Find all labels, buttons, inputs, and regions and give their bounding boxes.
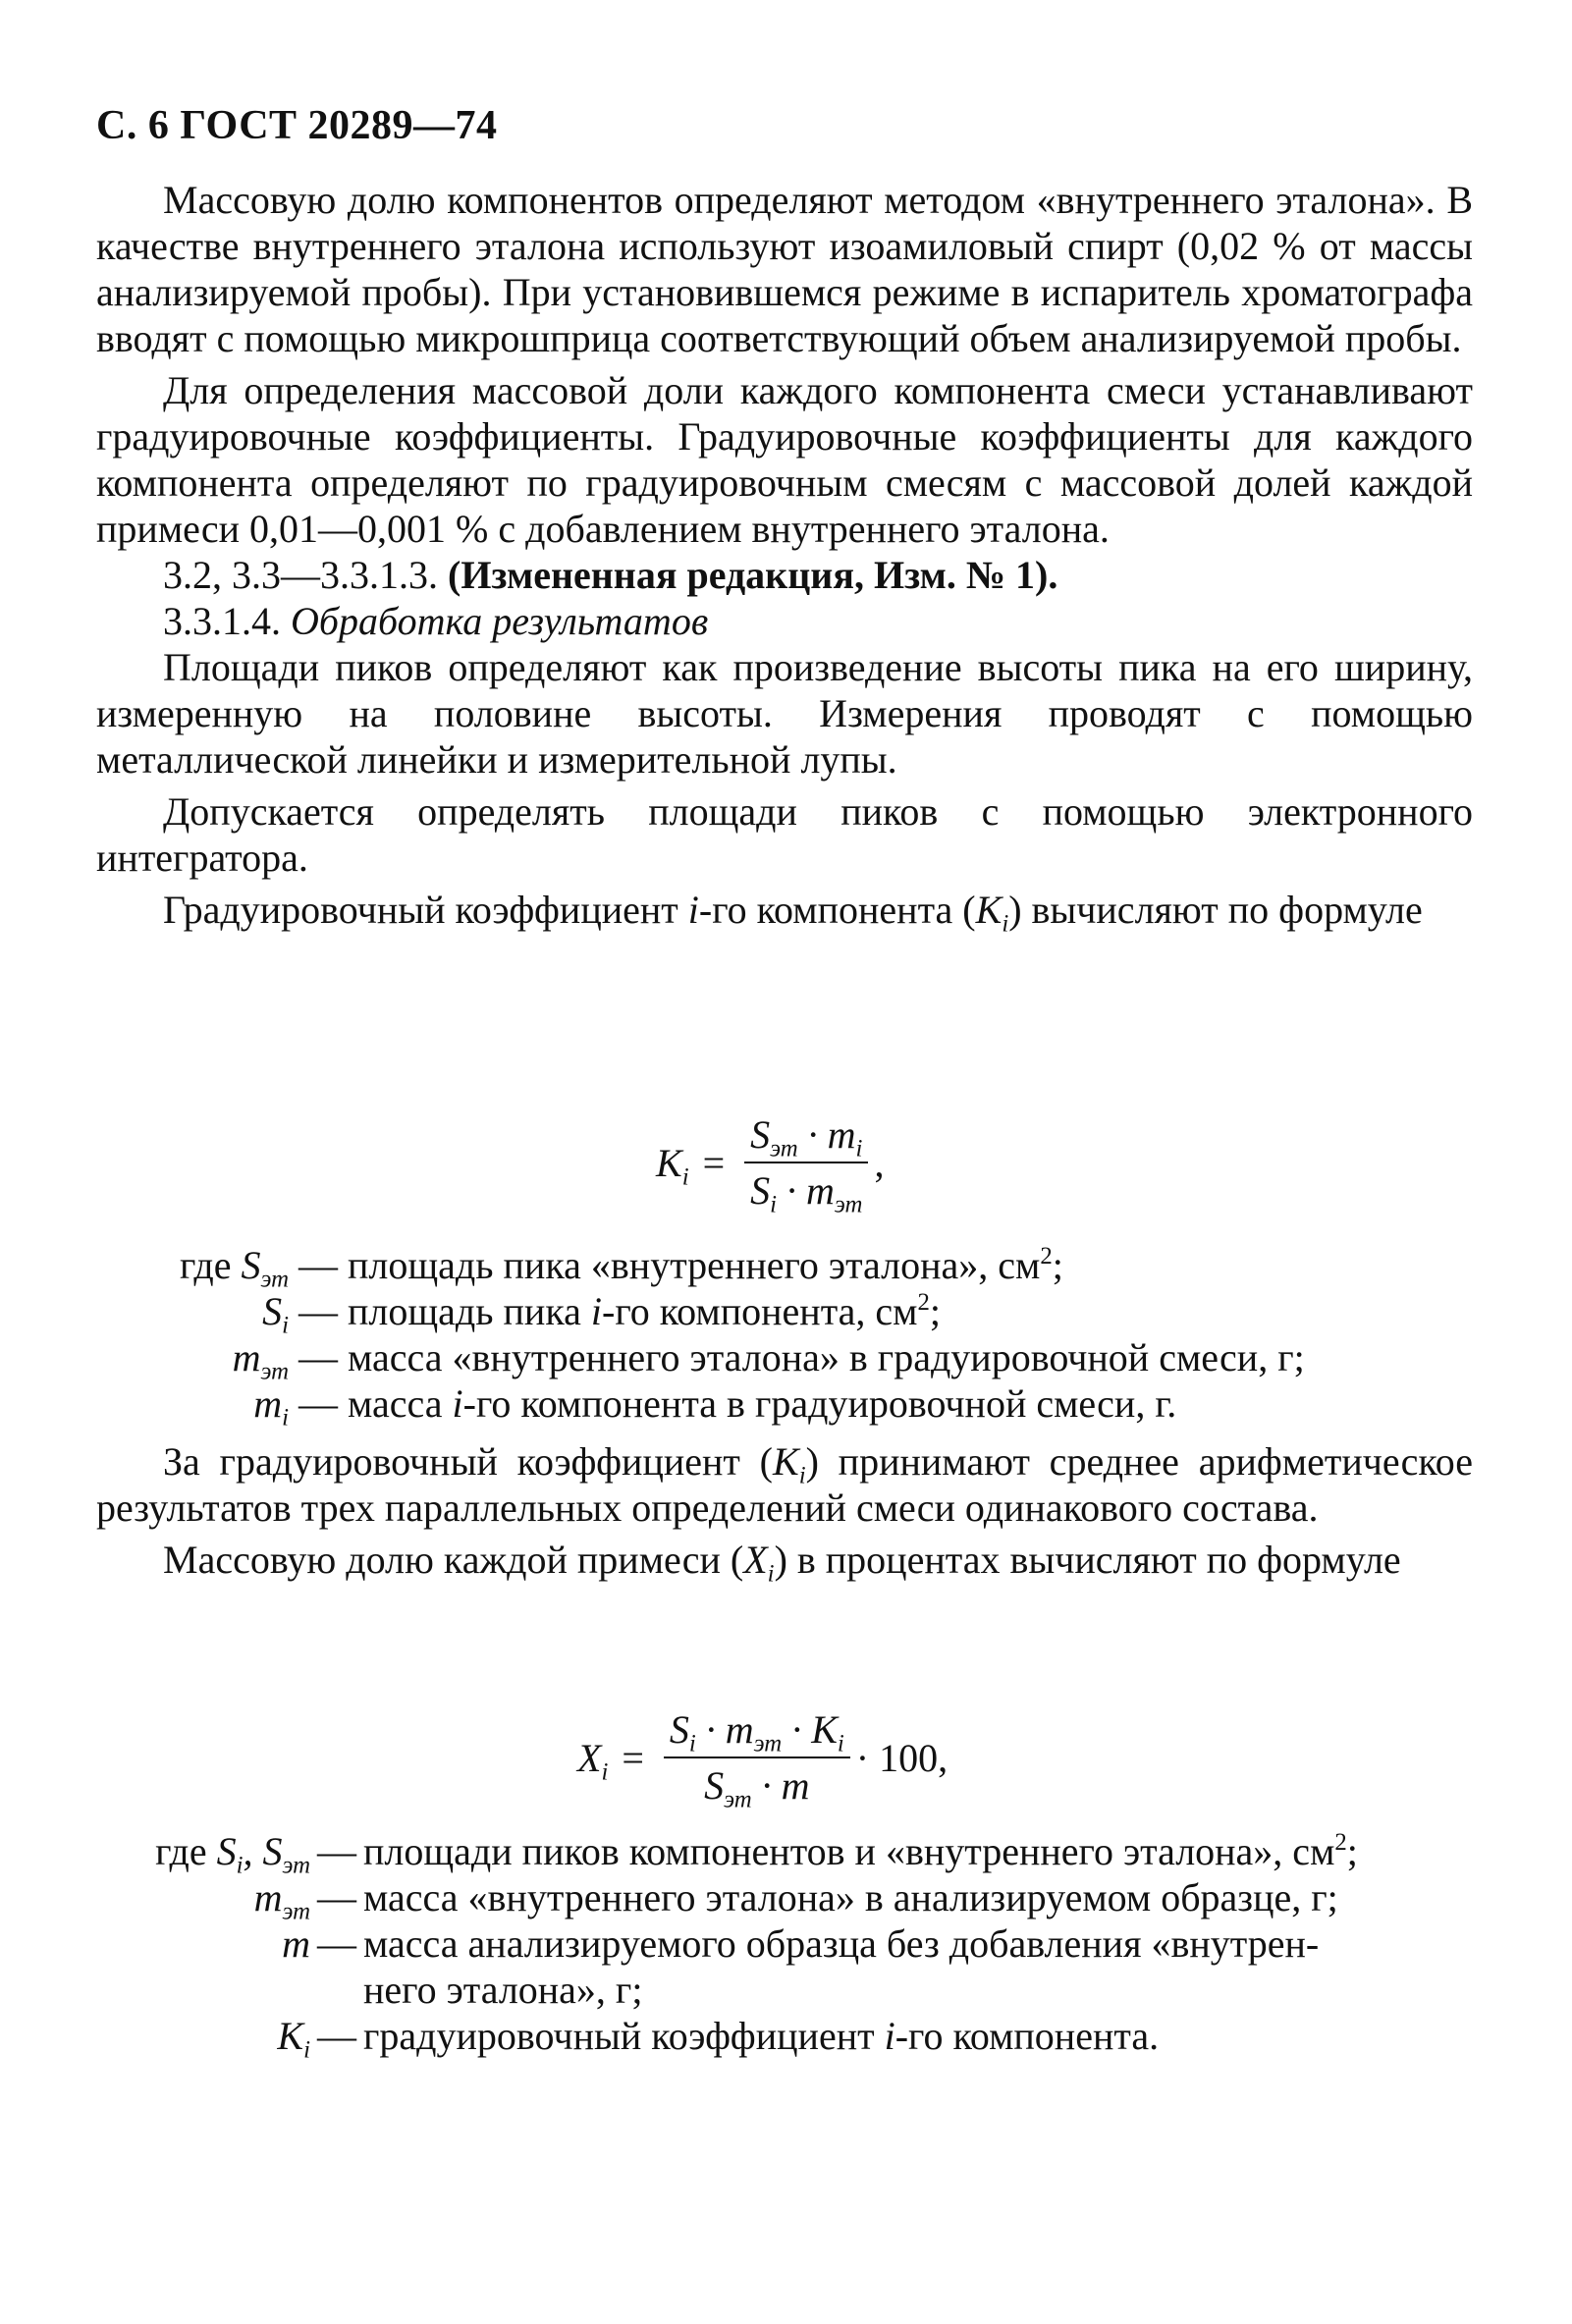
definition-text: масса анализируемого образца без добавления «внутрен- <box>363 1921 1320 1966</box>
def2-row5-text2: -го компонента. <box>894 2014 1160 2058</box>
definition-symbol: $K_i$ <box>277 2014 310 2064</box>
paragraph-amendment <box>96 552 1473 598</box>
paragraph-average: За градуировочный коэффициент $(K_i)$ принимают среднее арифметическое результатов трех параллельных определений смеси одинакового состава. <box>96 1439 1473 1530</box>
definition-symbol: где $S_{эт}$ <box>179 1243 289 1293</box>
definition-text: площади пиков компонентов и «внутреннего эталона», $см^2$; <box>363 1829 1358 1873</box>
definition-text: — масса i-го компонента в градуировочной смеси, г. <box>298 1381 1177 1426</box>
paragraph-calibration: Для определения массовой доли каждого компонента смеси устанавливают градуировочные коэффициенты. Градуировочные коэффициенты для каждого компонента определяют по градуировочным смесям с массовой долей каждой примеси 0,01—0,001 % с добавлением внутреннего эталона. <box>96 368 1473 551</box>
paragraph-subsection <box>96 598 1473 644</box>
definition-dash: — <box>317 1875 356 1919</box>
definition-symbol: $S_i$ <box>262 1289 289 1339</box>
definition-text: — масса «внутреннего эталона» в градуировочной смеси, г; <box>298 1335 1305 1379</box>
formula2-multiplier: · 100, <box>855 1735 949 1780</box>
var-k: $K_i$ <box>975 888 1009 938</box>
text-block-2 <box>96 1438 1473 1588</box>
text-block-1 <box>96 177 1473 938</box>
definition-dash <box>310 1967 363 2013</box>
definition-text: масса «внутреннего эталона» в анализируемом образце, г; <box>363 1875 1338 1919</box>
where-label: где <box>155 1829 207 1873</box>
def2-row5-text: градуировочный коэффициент <box>363 2014 885 2058</box>
formula2-numerator: $S_i \cdot m_{эт} \cdot K_i$ <box>664 1706 850 1758</box>
coef-intro-a: Градуировочный коэффициент <box>163 888 688 932</box>
definition-symbol: $m_i$ <box>253 1381 289 1432</box>
def1-row4-text: — масса <box>298 1381 453 1426</box>
definition-row <box>96 1828 1358 1879</box>
def1-row4-text2: -го компонента в градуировочной смеси, г. <box>462 1381 1177 1426</box>
formula-calibration-coefficient <box>656 1111 885 1218</box>
paragraph-method: Массовую долю компонентов определяют методом «внутреннего эталона». В качестве внутреннего эталона используют изоамиловый спирт (0,02 % от массы анализируемой пробы). При установившемся режиме в испаритель хроматографа вводят с помощью микрошприца соответствующий объем анализируемой пробы. <box>96 178 1473 360</box>
definition-row <box>96 1288 1305 1339</box>
definition-symbol: m <box>282 1921 310 1966</box>
def2-row1-text: площади пиков компонентов и «внутреннего эталона», см <box>363 1829 1335 1873</box>
definition-text: него эталона», г; <box>363 1968 643 2012</box>
paragraph-fraction-intro: Массовую долю каждой примеси $(X_i)$ в процентах вычисляют по формуле <box>163 1538 1401 1588</box>
definition-text: градуировочный коэффициент i-го компонента. <box>363 2014 1160 2058</box>
definition-row <box>96 1334 1305 1385</box>
definitions-formula-2 <box>96 1828 1358 2064</box>
subsection-number: 3.3.1.4. <box>163 599 291 643</box>
definition-symbol: $m_{эт}$ <box>232 1335 289 1385</box>
definition-symbol <box>96 1967 310 2013</box>
definition-dash: — <box>317 1829 356 1873</box>
where-label: где <box>179 1243 232 1287</box>
var-i: i <box>687 888 699 932</box>
definition-symbol: где $S_i$, $S_{эт}$ <box>155 1829 310 1879</box>
formula2-equals: = <box>622 1735 644 1780</box>
def1-row2-text: — площадь пика <box>298 1289 591 1333</box>
formula2-denominator: $S_{эт} \cdot m$ <box>704 1763 810 1813</box>
fraction-intro-b: ) в процентах вычисляют по формуле <box>774 1538 1401 1582</box>
formula1-lhs: $K_i$ <box>656 1140 689 1191</box>
average-a: За градуировочный коэффициент ( <box>163 1439 773 1484</box>
paragraph-peak-area: Площади пиков определяют как произведение высоты пика на его ширину, измеренную на половине высоты. Измерения проводят с помощью металлической линейки и измерительной лупы. <box>96 645 1473 782</box>
def1-row2-text2: -го компонента, см <box>602 1289 918 1333</box>
definitions-formula-1 <box>96 1242 1305 1432</box>
amendment-note: (Измененная редакция, Изм. № 1). <box>448 553 1058 597</box>
paragraph-integrator: Допускается определять площади пиков с помощью электронного интегратора. <box>96 789 1473 880</box>
coef-intro-b: -го компонента ( <box>698 888 976 932</box>
definition-row <box>96 1920 1358 1967</box>
formula2-lhs: $X_i$ <box>577 1735 609 1786</box>
definition-row <box>96 2013 1358 2064</box>
formula1-denominator: $S_i \cdot m_{эт}$ <box>750 1168 863 1218</box>
definition-symbol: $m_{эт}$ <box>253 1875 310 1925</box>
fraction-intro-a: Массовую долю каждой примеси ( <box>163 1538 744 1582</box>
formula-mass-fraction <box>577 1706 949 1813</box>
definition-row <box>96 1967 1358 2013</box>
definition-row <box>96 1874 1358 1925</box>
definition-dash: — <box>317 2014 356 2058</box>
formula1-fraction <box>744 1111 868 1218</box>
paragraph-coef-intro <box>96 887 1473 938</box>
definition-text: — площадь пика «внутреннего эталона», $см^2$; <box>298 1243 1063 1287</box>
definition-row <box>96 1242 1305 1293</box>
formula2-fraction <box>664 1706 850 1813</box>
coef-intro-c: ) вычисляют по формуле <box>1008 888 1423 932</box>
page-header: С. 6 ГОСТ 20289—74 <box>96 103 498 148</box>
formula1-comma: , <box>874 1140 885 1185</box>
definition-dash: — <box>317 1921 356 1966</box>
formula1-equals: = <box>702 1140 726 1185</box>
definition-row <box>96 1380 1305 1432</box>
subsection-title: Обработка результатов <box>291 599 709 643</box>
formula1-numerator: $S_{эт} \cdot m_i$ <box>744 1111 868 1163</box>
def1-row1-text: — площадь пика «внутреннего эталона», см <box>298 1243 1041 1287</box>
average-b: ) принимают среднее арифметическое результатов трех параллельных определений смеси одинакового состава. <box>96 1439 1473 1530</box>
definition-text: — площадь пика i-го компонента, $см^2$; <box>298 1289 942 1333</box>
amendment-ref: 3.2, 3.3—3.3.1.3. <box>163 553 448 597</box>
